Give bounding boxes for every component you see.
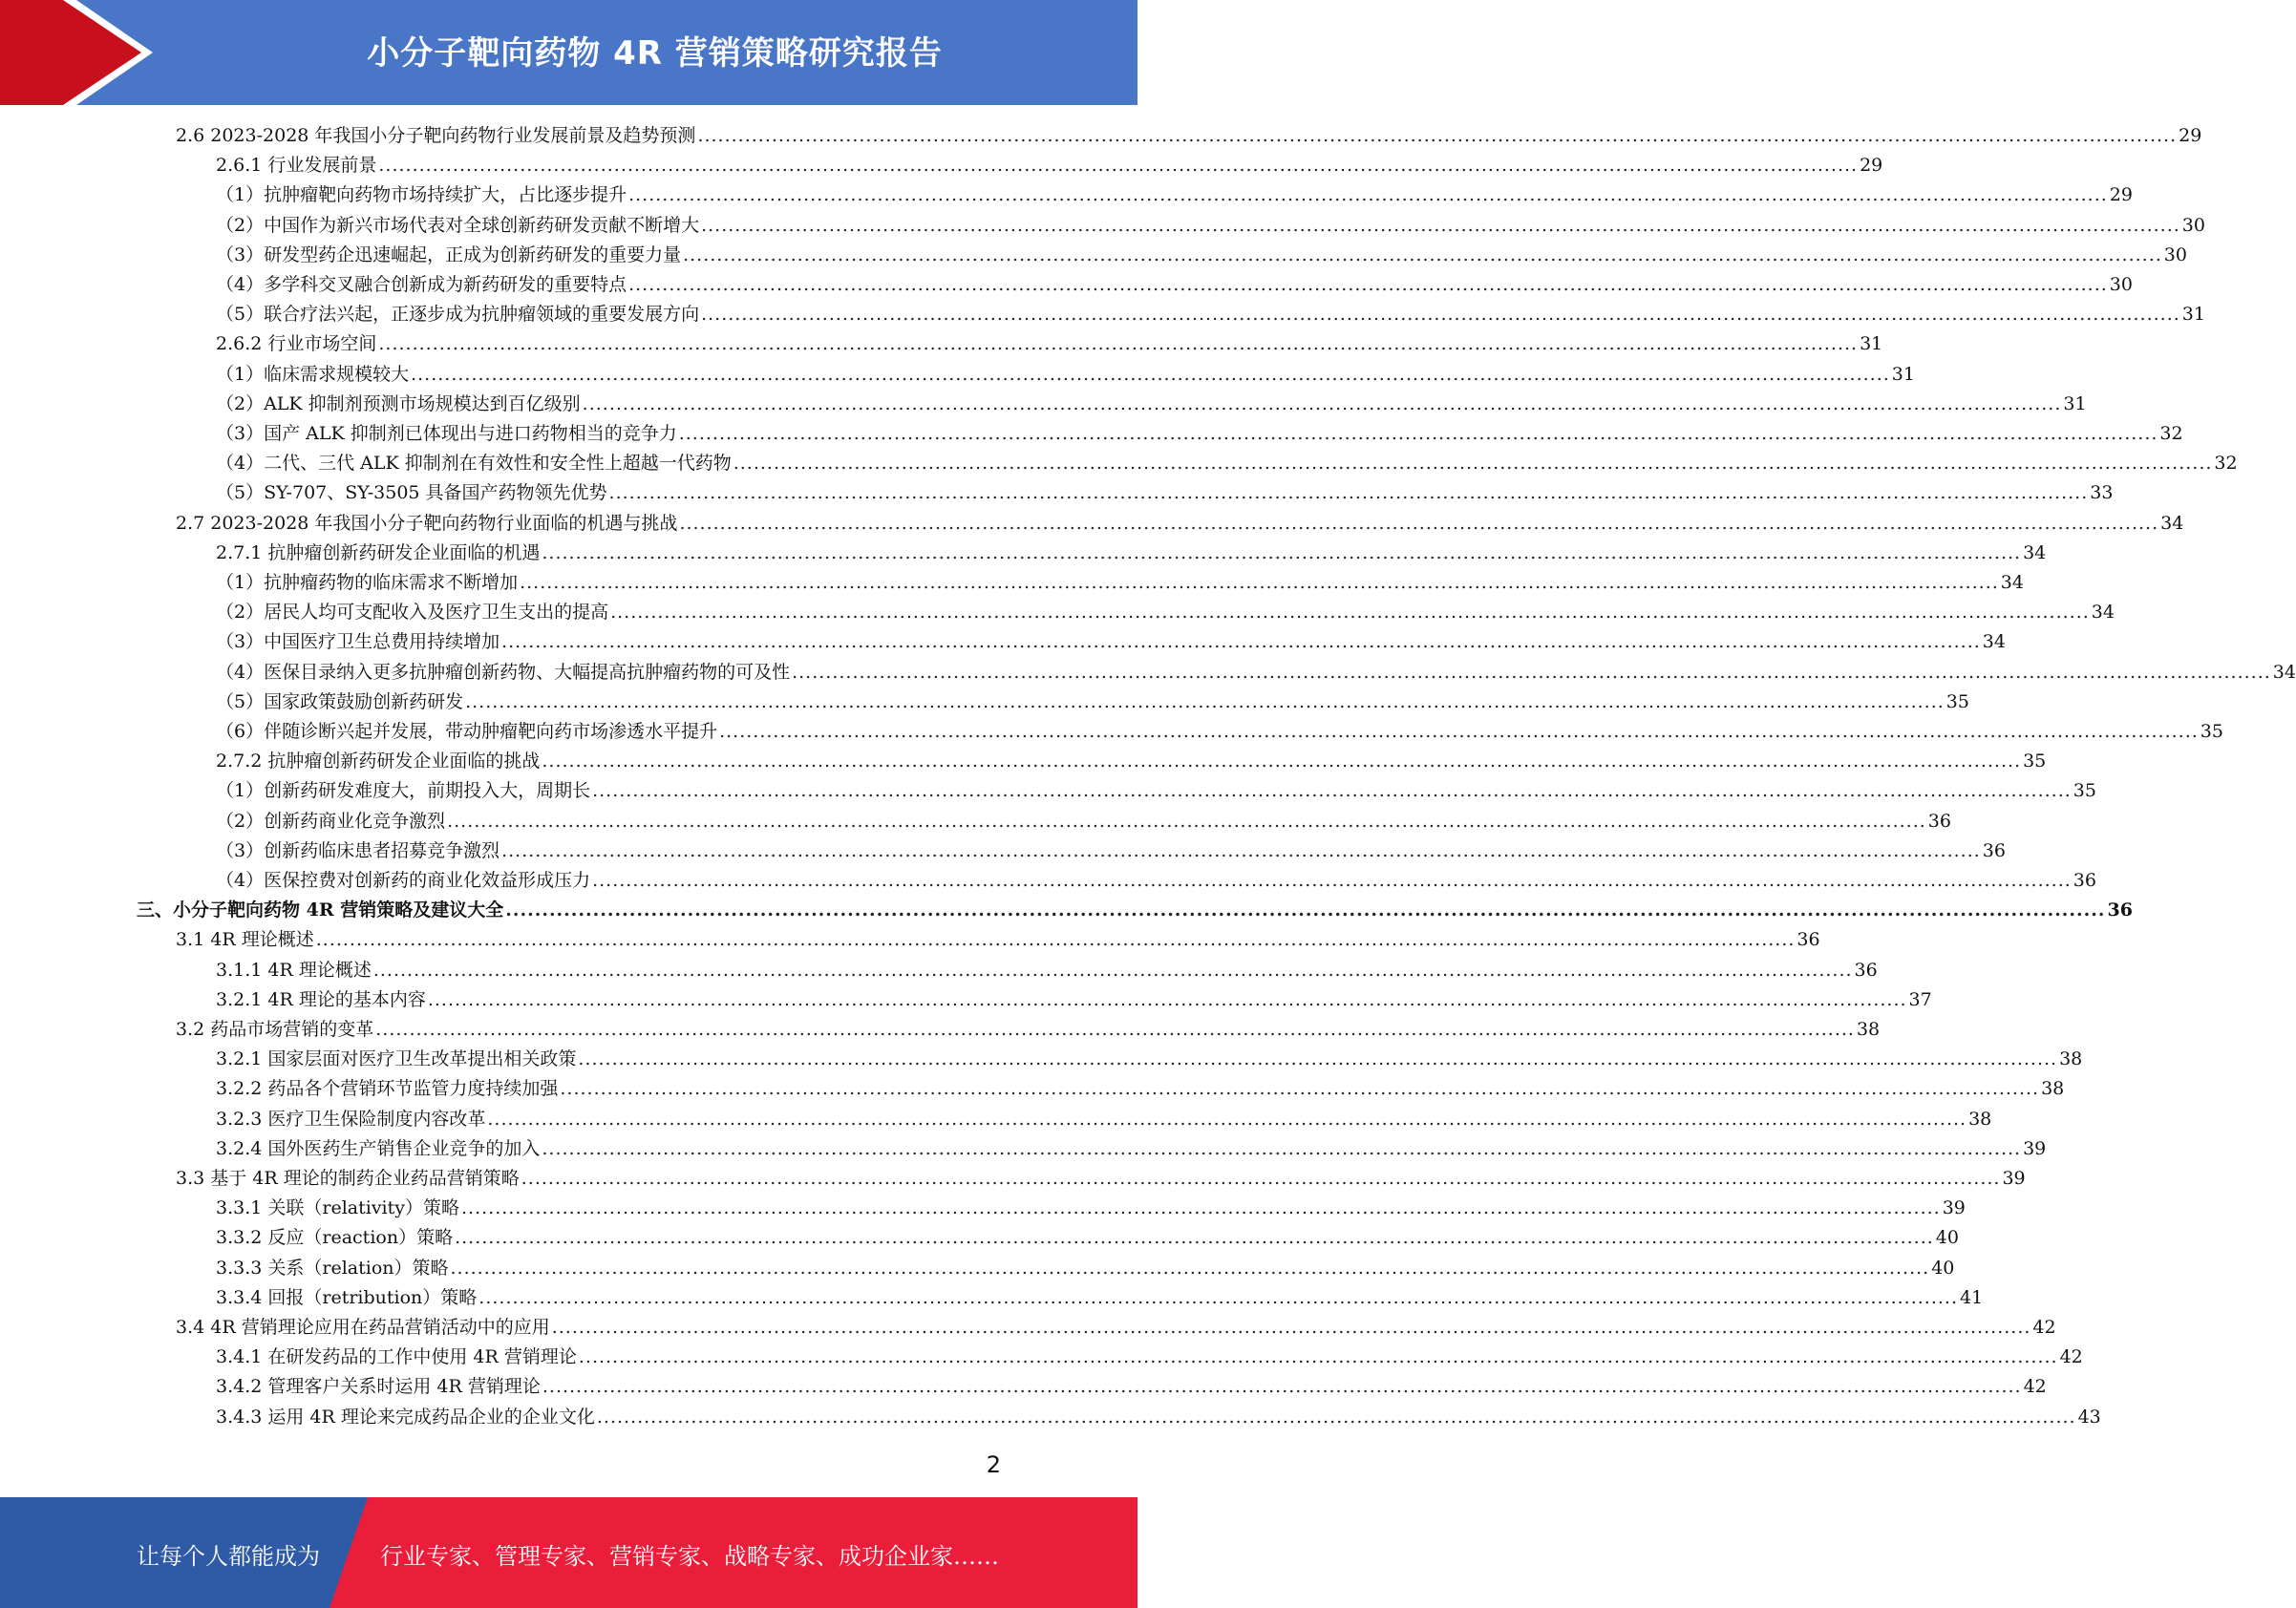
toc-entry-title: （6）伴随诊断兴起并发展，带动肿瘤靶向药市场渗透水平提升	[216, 721, 718, 742]
toc-dot-leader: ............................................................................................................................................................................................................................	[596, 1406, 2076, 1428]
toc-dot-leader: ............................................................................................................................................................................................................................	[542, 751, 2022, 772]
toc-dot-leader: ............................................................................................................................................................................................................................	[542, 1137, 2022, 1159]
toc-dot-leader: ............................................................................................................................................................................................................................	[697, 125, 2178, 146]
toc-entry[interactable]	[216, 1074, 2065, 1104]
toc-dot-leader: ............................................................................................................................................................................................................................	[578, 1048, 2058, 1070]
toc-entry-page: 36	[2073, 870, 2096, 891]
toc-entry[interactable]	[176, 1313, 2056, 1343]
toc-entry[interactable]	[216, 717, 2223, 747]
toc-entry-page: 36	[1796, 929, 1820, 951]
toc-dot-leader: ............................................................................................................................................................................................................................	[542, 541, 2022, 563]
toc-entry-page: 34	[2023, 541, 2047, 563]
toc-entry-page: 31	[2063, 392, 2087, 414]
toc-entry-page: 35	[2023, 751, 2047, 772]
toc-dot-leader: ............................................................................................................................................................................................................................	[461, 1197, 1941, 1219]
toc-dot-leader: ............................................................................................................................................................................................................................	[610, 602, 2090, 624]
toc-dot-leader: ............................................................................................................................................................................................................................	[411, 363, 1890, 385]
toc-entry-title: 2.6 2023-2028 年我国小分子靶向药物行业发展前景及趋势预测	[176, 125, 696, 146]
toc-entry-title: 3.2.2 药品各个营销环节监管力度持续加强	[216, 1078, 559, 1100]
toc-entry[interactable]	[176, 1164, 2026, 1194]
toc-entry[interactable]	[216, 747, 2047, 776]
toc-dot-leader: ............................................................................................................................................................................................................................	[592, 870, 2072, 891]
report-title: 小分子靶向药物 4R 营销策略研究报告	[367, 34, 943, 73]
toc-entry[interactable]	[216, 1045, 2083, 1074]
toc-dot-leader: ............................................................................................................................................................................................................................	[582, 392, 2062, 414]
toc-entry-title: 3.3.1 关联（relativity）策略	[216, 1197, 460, 1219]
toc-entry-title: 3.2.1 国家层面对医疗卫生改革提出相关政策	[216, 1048, 577, 1070]
toc-dot-leader: ............................................................................................................................................................................................................................	[551, 1317, 2031, 1338]
toc-entry-page: 42	[2023, 1376, 2047, 1398]
toc-entry-page: 32	[2214, 453, 2238, 475]
toc-entry[interactable]	[137, 896, 2133, 925]
toc-entry-page: 38	[2059, 1048, 2083, 1070]
toc-entry-title: （3）中国医疗卫生总费用持续增加	[216, 631, 500, 653]
toc-entry-title: 3.2.3 医疗卫生保险制度内容改革	[216, 1108, 486, 1130]
toc-entry-title: （5）SY-707、SY-3505 具备国产药物领先优势	[216, 482, 607, 504]
toc-dot-leader: ............................................................................................................................................................................................................................	[520, 572, 1999, 593]
toc-entry-page: 36	[1982, 839, 2006, 861]
toc-entry-page: 34	[2160, 512, 2184, 534]
toc-entry-page: 35	[2200, 721, 2223, 742]
toc-entry[interactable]	[216, 360, 1915, 390]
toc-entry[interactable]	[216, 598, 2115, 627]
toc-dot-leader: ............................................................................................................................................................................................................................	[678, 423, 2158, 444]
toc-dot-leader: ............................................................................................................................................................................................................................	[792, 661, 2271, 683]
toc-entry-page: 39	[2002, 1168, 2026, 1189]
toc-entry-title: （5）联合疗法兴起，正逐步成为抗肿瘤领域的重要发展方向	[216, 304, 700, 326]
toc-entry[interactable]	[216, 449, 2238, 478]
toc-entry-page: 35	[2073, 780, 2096, 802]
toc-entry[interactable]	[216, 688, 1969, 717]
toc-entry[interactable]	[216, 151, 1883, 180]
toc-entry-title: （4）二代、三代 ALK 抑制剂在有效性和安全性上超越一代药物	[216, 453, 732, 475]
toc-entry[interactable]	[216, 776, 2096, 806]
toc-entry-page: 39	[1942, 1197, 1966, 1219]
toc-dot-leader: ............................................................................................................................................................................................................................	[560, 1078, 2040, 1100]
toc-entry-page: 31	[1891, 363, 1915, 385]
toc-dot-leader: ............................................................................................................................................................................................................................	[701, 304, 2180, 326]
toc-entry[interactable]	[216, 300, 2205, 329]
toc-dot-leader: ............................................................................................................................................................................................................................	[679, 512, 2159, 534]
toc-entry-title: （3）研发型药企迅速崛起，正成为创新药研发的重要力量	[216, 243, 682, 265]
toc-entry-page: 34	[2091, 602, 2115, 624]
toc-dot-leader: ............................................................................................................................................................................................................................	[521, 1168, 2001, 1189]
toc-entry[interactable]	[216, 658, 2296, 688]
toc-entry-title: 3.3 基于 4R 理论的制药企业药品营销策略	[176, 1168, 520, 1189]
toc-entry-title: （3）国产 ALK 抑制剂已体现出与进口药物相当的竞争力	[216, 423, 677, 444]
toc-entry[interactable]	[216, 627, 2006, 657]
toc-entry-title: 2.7 2023-2028 年我国小分子靶向药物行业面临的机遇与挑战	[176, 512, 678, 534]
toc-entry[interactable]	[216, 180, 2133, 210]
toc-entry-page: 29	[2179, 125, 2202, 146]
toc-entry-title: 3.3.4 回报（retribution）策略	[216, 1286, 478, 1308]
toc-entry-page: 29	[1860, 155, 1883, 177]
toc-entry-page: 40	[1935, 1227, 1959, 1249]
toc-dot-leader: ............................................................................................................................................................................................................................	[315, 929, 1796, 951]
toc-dot-leader: ............................................................................................................................................................................................................................	[542, 1376, 2022, 1398]
toc-entry-page: 36	[1927, 810, 1951, 832]
toc-entry-page: 42	[2059, 1346, 2083, 1368]
page-header	[0, 0, 1137, 105]
toc-entry[interactable]	[216, 1283, 1984, 1313]
toc-entry-page: 38	[1968, 1108, 1992, 1130]
toc-entry[interactable]	[176, 1015, 1881, 1045]
toc-entry-title: （1）抗肿瘤药物的临床需求不断增加	[216, 572, 519, 593]
toc-entry-title: 3.4.2 管理客户关系时运用 4R 营销理论	[216, 1376, 541, 1398]
toc-entry-title: 2.7.1 抗肿瘤创新药研发企业面临的机遇	[216, 541, 541, 563]
toc-dot-leader: ............................................................................................................................................................................................................................	[478, 1286, 1958, 1308]
footer-slogan-right: 行业专家、管理专家、营销专家、战略专家、成功企业家……	[380, 1543, 999, 1570]
toc-entry-page: 36	[2107, 899, 2133, 921]
toc-entry-page: 42	[2032, 1317, 2056, 1338]
toc-entry[interactable]	[216, 836, 2006, 866]
toc-entry-title: （1）创新药研发难度大，前期投入大，周期长	[216, 780, 591, 802]
toc-dot-leader: ............................................................................................................................................................................................................................	[455, 1227, 1934, 1249]
toc-entry-title: （2）ALK 抑制剂预测市场规模达到百亿级别	[216, 392, 581, 414]
toc-entry-title: （1）抗肿瘤靶向药物市场持续扩大，占比逐步提升	[216, 184, 627, 206]
toc-entry-title: （2）创新药商业化竞争激烈	[216, 810, 446, 832]
page-footer	[0, 1497, 1137, 1608]
toc-entry[interactable]	[216, 419, 2183, 449]
toc-dot-leader: ............................................................................................................................................................................................................................	[450, 1257, 1930, 1279]
toc-dot-leader: ............................................................................................................................................................................................................................	[375, 1019, 1855, 1040]
toc-entry-page: 38	[1856, 1019, 1881, 1040]
toc-entry-title: （4）多学科交叉融合创新成为新药研发的重要特点	[216, 274, 627, 295]
toc-entry[interactable]	[216, 329, 1883, 359]
toc-entry-title: （2）居民人均可支配收入及医疗卫生支出的提高	[216, 602, 609, 624]
toc-dot-leader: ............................................................................................................................................................................................................................	[372, 959, 1853, 981]
toc-entry-title: （4）医保目录纳入更多抗肿瘤创新药物、大幅提高抗肿瘤药物的可及性	[216, 661, 791, 683]
toc-entry[interactable]	[216, 241, 2187, 270]
toc-entry-title: 2.6.2 行业市场空间	[216, 333, 377, 355]
toc-entry[interactable]	[216, 866, 2096, 896]
page-number: 2	[986, 1451, 1001, 1478]
toc-entry-title: 3.1.1 4R 理论概述	[216, 959, 372, 981]
toc-entry-page: 33	[2090, 482, 2114, 504]
toc-entry[interactable]	[216, 985, 1932, 1015]
toc-entry[interactable]	[176, 509, 2184, 539]
toc-entry-title: （2）中国作为新兴市场代表对全球创新药研发贡献不断增大	[216, 214, 700, 236]
toc-entry-page: 41	[1960, 1286, 1984, 1308]
toc-entry-title: 3.4 4R 营销理论应用在药品营销活动中的应用	[176, 1317, 550, 1338]
toc-entry-page: 31	[2181, 304, 2205, 326]
toc-dot-leader: ............................................................................................................................................................................................................................	[628, 274, 2108, 295]
toc-entry[interactable]	[216, 1372, 2047, 1402]
toc-entry-title: （4）医保控费对创新药的商业化效益形成压力	[216, 870, 591, 891]
toc-entry-title: 3.2.4 国外医药生产销售企业竞争的加入	[216, 1137, 541, 1159]
toc-entry[interactable]	[216, 1134, 2047, 1164]
toc-entry-page: 40	[1931, 1257, 1955, 1279]
toc-entry-title: 3.4.1 在研发药品的工作中使用 4R 营销理论	[216, 1346, 577, 1368]
toc-dot-leader: ............................................................................................................................................................................................................................	[578, 1346, 2058, 1368]
toc-entry-page: 34	[1982, 631, 2006, 653]
toc-entry-title: 2.6.1 行业发展前景	[216, 155, 377, 177]
toc-dot-leader: ............................................................................................................................................................................................................................	[628, 184, 2108, 206]
toc-entry-page: 30	[2163, 243, 2187, 265]
toc-dot-leader: ............................................................................................................................................................................................................................	[465, 690, 1945, 712]
toc-entry[interactable]	[216, 1223, 1959, 1253]
toc-dot-leader: ............................................................................................................................................................................................................................	[719, 721, 2199, 742]
toc-entry-page: 30	[2181, 214, 2205, 236]
toc-dot-leader: ............................................................................................................................................................................................................................	[378, 333, 1859, 355]
toc-entry[interactable]	[216, 1105, 1992, 1134]
toc-entry[interactable]	[216, 211, 2205, 241]
toc-dot-leader: ............................................................................................................................................................................................................................	[427, 988, 1907, 1010]
toc-entry-title: 3.3.3 关系（relation）策略	[216, 1257, 449, 1279]
toc-entry-page: 39	[2023, 1137, 2047, 1159]
toc-entry-title: 3.2 药品市场营销的变革	[176, 1019, 374, 1040]
toc-entry-title: 3.4.3 运用 4R 理论来完成药品企业的企业文化	[216, 1406, 595, 1428]
toc-entry[interactable]	[216, 568, 2024, 598]
header-red-arrow-icon	[0, 0, 143, 105]
toc-entry-page: 34	[2000, 572, 2024, 593]
toc-dot-leader: ............................................................................................................................................................................................................................	[501, 839, 1981, 861]
toc-entry[interactable]	[176, 121, 2202, 151]
toc-dot-leader: ............................................................................................................................................................................................................................	[447, 810, 1926, 832]
toc-entry[interactable]	[216, 1343, 2083, 1372]
toc-entry-title: 2.7.2 抗肿瘤创新药研发企业面临的挑战	[216, 751, 541, 772]
toc-entry-title: （5）国家政策鼓励创新药研发	[216, 690, 464, 712]
toc-entry-title: 3.1 4R 理论概述	[176, 929, 314, 951]
toc-entry-page: 29	[2109, 184, 2133, 206]
toc-entry-page: 35	[1945, 690, 1969, 712]
toc-entry[interactable]	[216, 270, 2133, 300]
toc-entry-title: （1）临床需求规模较大	[216, 363, 410, 385]
toc-entry-page: 38	[2041, 1078, 2065, 1100]
toc-entry-page: 31	[1860, 333, 1883, 355]
footer-slogan-left: 让每个人都能成为	[137, 1543, 320, 1570]
toc-entry-page: 37	[1908, 988, 1932, 1010]
toc-entry-page: 30	[2109, 274, 2133, 295]
toc-entry[interactable]	[216, 1194, 1966, 1223]
toc-dot-leader: ............................................................................................................................................................................................................................	[505, 899, 2106, 921]
toc-dot-leader: ............................................................................................................................................................................................................................	[487, 1108, 1967, 1130]
toc-entry-title: 3.3.2 反应（reaction）策略	[216, 1227, 454, 1249]
toc-entry[interactable]	[216, 807, 1951, 836]
toc-dot-leader: ............................................................................................................................................................................................................................	[608, 482, 2089, 504]
toc-entry[interactable]	[216, 478, 2114, 508]
toc-entry[interactable]	[216, 539, 2047, 568]
toc-entry[interactable]	[216, 1403, 2101, 1432]
toc-entry-page: 34	[2272, 661, 2296, 683]
toc-entry-page: 32	[2159, 423, 2183, 444]
toc-entry[interactable]	[216, 1254, 1955, 1283]
toc-dot-leader: ............................................................................................................................................................................................................................	[501, 631, 1981, 653]
toc-dot-leader: ............................................................................................................................................................................................................................	[683, 243, 2162, 265]
toc-dot-leader: ............................................................................................................................................................................................................................	[733, 453, 2213, 475]
toc-dot-leader: ............................................................................................................................................................................................................................	[592, 780, 2072, 802]
toc-dot-leader: ............................................................................................................................................................................................................................	[701, 214, 2180, 236]
toc-entry[interactable]	[216, 956, 1878, 985]
toc-dot-leader: ............................................................................................................................................................................................................................	[378, 155, 1859, 177]
toc-entry-page: 36	[1854, 959, 1878, 981]
toc-entry-page: 43	[2077, 1406, 2101, 1428]
toc-entry[interactable]	[216, 390, 2087, 419]
toc-entry[interactable]	[176, 925, 1820, 955]
toc-entry-title: 三、小分子靶向药物 4R 营销策略及建议大全	[137, 899, 504, 921]
toc-entry-title: 3.2.1 4R 理论的基本内容	[216, 988, 426, 1010]
toc-entry-title: （3）创新药临床患者招募竞争激烈	[216, 839, 500, 861]
